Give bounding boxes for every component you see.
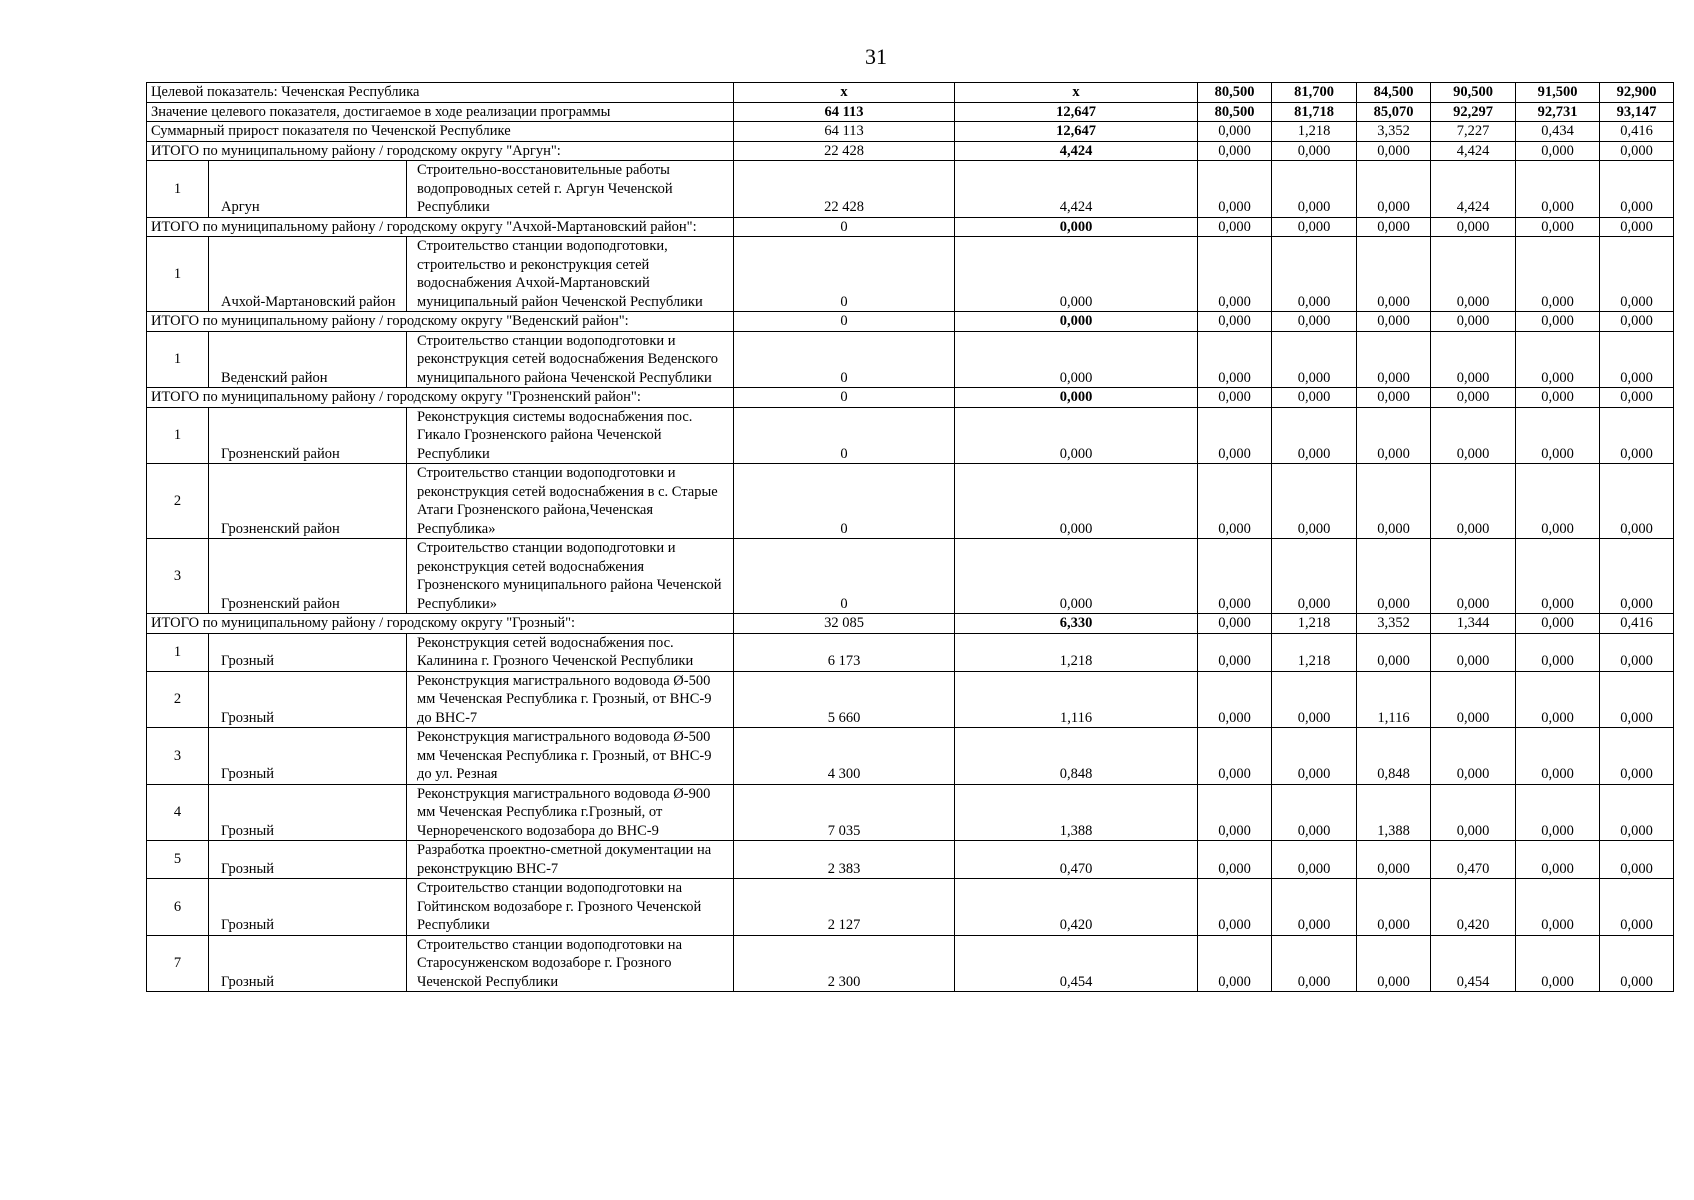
year-value-cell: 0,000 bbox=[1516, 312, 1600, 332]
year-value-cell: 0,000 bbox=[1357, 388, 1431, 408]
year-value-cell: 0,454 bbox=[1431, 935, 1516, 992]
value-cell: 1,116 bbox=[955, 671, 1198, 728]
year-value-cell: 1,388 bbox=[1357, 784, 1431, 841]
summary-row bbox=[147, 122, 1674, 142]
value-cell: 0 bbox=[734, 312, 955, 332]
year-value-cell: 0,000 bbox=[1516, 237, 1600, 312]
year-value-cell: 0,000 bbox=[1431, 464, 1516, 539]
indicator-table bbox=[146, 82, 1674, 992]
row-number: 1 bbox=[147, 237, 209, 312]
year-value-cell: 0,000 bbox=[1198, 784, 1272, 841]
value-cell: 0,470 bbox=[955, 841, 1198, 879]
value-cell: 1,388 bbox=[955, 784, 1198, 841]
value-cell: 6,330 bbox=[955, 614, 1198, 634]
value-cell: 0,420 bbox=[955, 879, 1198, 936]
project-row bbox=[147, 331, 1674, 388]
year-value-cell: 93,147 bbox=[1600, 102, 1674, 122]
district-total-row bbox=[147, 217, 1674, 237]
row-number: 5 bbox=[147, 841, 209, 879]
year-value-cell: 0,000 bbox=[1516, 331, 1600, 388]
value-cell: 0,000 bbox=[955, 539, 1198, 614]
municipality-cell: Грозный bbox=[209, 879, 407, 936]
year-value-cell: 0,000 bbox=[1198, 728, 1272, 785]
value-cell: 0 bbox=[734, 331, 955, 388]
year-value-cell: 0,000 bbox=[1431, 728, 1516, 785]
value-cell: 4,424 bbox=[955, 161, 1198, 218]
year-value-cell: 85,070 bbox=[1357, 102, 1431, 122]
year-value-cell: 1,218 bbox=[1272, 633, 1357, 671]
year-value-cell: 91,500 bbox=[1516, 83, 1600, 103]
year-value-cell: 0,416 bbox=[1600, 122, 1674, 142]
project-row bbox=[147, 237, 1674, 312]
year-value-cell: 81,718 bbox=[1272, 102, 1357, 122]
year-value-cell: 0,000 bbox=[1357, 633, 1431, 671]
value-cell: 0 bbox=[734, 407, 955, 464]
project-description: Реконструкция магистрального водовода Ø-900 мм Чеченская Республика г.Грозный, от Чернореченского водозабора до ВНС-9 bbox=[407, 784, 734, 841]
year-value-cell: 0,000 bbox=[1516, 614, 1600, 634]
year-value-cell: 0,000 bbox=[1516, 539, 1600, 614]
year-value-cell: 0,000 bbox=[1198, 633, 1272, 671]
project-row bbox=[147, 161, 1674, 218]
year-value-cell: 0,000 bbox=[1198, 312, 1272, 332]
district-total-row bbox=[147, 388, 1674, 408]
year-value-cell: 0,000 bbox=[1198, 141, 1272, 161]
value-cell: 0,000 bbox=[955, 464, 1198, 539]
district-total-label: ИТОГО по муниципальному району / городскому округу "Веденский район": bbox=[147, 312, 734, 332]
year-value-cell: 92,297 bbox=[1431, 102, 1516, 122]
year-value-cell: 0,000 bbox=[1600, 935, 1674, 992]
year-value-cell: 0,000 bbox=[1272, 671, 1357, 728]
year-value-cell: 0,000 bbox=[1600, 331, 1674, 388]
value-cell: х bbox=[955, 83, 1198, 103]
year-value-cell: 0,000 bbox=[1272, 217, 1357, 237]
year-value-cell: 1,218 bbox=[1272, 614, 1357, 634]
project-description: Разработка проектно-сметной документации на реконструкцию ВНС-7 bbox=[407, 841, 734, 879]
year-value-cell: 0,000 bbox=[1272, 237, 1357, 312]
municipality-cell: Грозный bbox=[209, 728, 407, 785]
municipality-cell: Грозный bbox=[209, 671, 407, 728]
value-cell: 2 383 bbox=[734, 841, 955, 879]
year-value-cell: 0,000 bbox=[1600, 217, 1674, 237]
municipality-cell: Веденский район bbox=[209, 331, 407, 388]
year-value-cell: 0,000 bbox=[1272, 841, 1357, 879]
year-value-cell: 0,000 bbox=[1516, 728, 1600, 785]
value-cell: 0 bbox=[734, 539, 955, 614]
year-value-cell: 0,470 bbox=[1431, 841, 1516, 879]
project-row bbox=[147, 539, 1674, 614]
year-value-cell: 0,000 bbox=[1357, 464, 1431, 539]
year-value-cell: 0,000 bbox=[1516, 671, 1600, 728]
year-value-cell: 0,000 bbox=[1272, 141, 1357, 161]
project-description: Строительство станции водоподготовки и реконструкция сетей водоснабжения Веденского муниципального района Чеченской Республики bbox=[407, 331, 734, 388]
year-value-cell: 0,000 bbox=[1272, 935, 1357, 992]
project-row bbox=[147, 671, 1674, 728]
value-cell: 64 113 bbox=[734, 122, 955, 142]
value-cell: 2 127 bbox=[734, 879, 955, 936]
year-value-cell: 0,000 bbox=[1600, 141, 1674, 161]
row-label: Целевой показатель: Чеченская Республика bbox=[147, 83, 734, 103]
value-cell: 0,000 bbox=[955, 237, 1198, 312]
year-value-cell: 0,000 bbox=[1600, 728, 1674, 785]
year-value-cell: 0,000 bbox=[1600, 237, 1674, 312]
year-value-cell: 0,000 bbox=[1516, 879, 1600, 936]
value-cell: 22 428 bbox=[734, 141, 955, 161]
value-cell: 4 300 bbox=[734, 728, 955, 785]
year-value-cell: 3,352 bbox=[1357, 122, 1431, 142]
year-value-cell: 0,000 bbox=[1357, 141, 1431, 161]
row-label: Значение целевого показателя, достигаемое в ходе реализации программы bbox=[147, 102, 734, 122]
municipality-cell: Аргун bbox=[209, 161, 407, 218]
project-row bbox=[147, 935, 1674, 992]
year-value-cell: 0,000 bbox=[1516, 161, 1600, 218]
year-value-cell: 0,000 bbox=[1272, 388, 1357, 408]
municipality-cell: Грозный bbox=[209, 784, 407, 841]
year-value-cell: 0,000 bbox=[1600, 671, 1674, 728]
year-value-cell: 0,000 bbox=[1357, 841, 1431, 879]
year-value-cell: 1,116 bbox=[1357, 671, 1431, 728]
year-value-cell: 0,000 bbox=[1516, 633, 1600, 671]
year-value-cell: 0,000 bbox=[1357, 935, 1431, 992]
district-total-label: ИТОГО по муниципальному району / городскому округу "Грозный": bbox=[147, 614, 734, 634]
year-value-cell: 0,000 bbox=[1600, 879, 1674, 936]
page-number: 31 bbox=[865, 44, 887, 69]
year-value-cell: 0,000 bbox=[1600, 407, 1674, 464]
year-value-cell: 84,500 bbox=[1357, 83, 1431, 103]
year-value-cell: 0,000 bbox=[1431, 312, 1516, 332]
year-value-cell: 0,000 bbox=[1198, 879, 1272, 936]
year-value-cell: 0,000 bbox=[1431, 388, 1516, 408]
year-value-cell: 0,000 bbox=[1272, 331, 1357, 388]
value-cell: 6 173 bbox=[734, 633, 955, 671]
year-value-cell: 0,000 bbox=[1516, 388, 1600, 408]
value-cell: 7 035 bbox=[734, 784, 955, 841]
row-label: Суммарный прирост показателя по Чеченской Республике bbox=[147, 122, 734, 142]
project-description: Реконструкция сетей водоснабжения пос. Калинина г. Грозного Чеченской Республики bbox=[407, 633, 734, 671]
district-total-label: ИТОГО по муниципальному району / городскому округу "Ачхой-Мартановский район": bbox=[147, 217, 734, 237]
year-value-cell: 80,500 bbox=[1198, 102, 1272, 122]
value-cell: 64 113 bbox=[734, 102, 955, 122]
year-value-cell: 0,000 bbox=[1600, 388, 1674, 408]
year-value-cell: 0,000 bbox=[1198, 161, 1272, 218]
year-value-cell: 0,000 bbox=[1198, 388, 1272, 408]
year-value-cell: 7,227 bbox=[1431, 122, 1516, 142]
value-cell: 0 bbox=[734, 388, 955, 408]
summary-row bbox=[147, 102, 1674, 122]
row-number: 4 bbox=[147, 784, 209, 841]
year-value-cell: 0,000 bbox=[1600, 633, 1674, 671]
summary-row bbox=[147, 83, 1674, 103]
year-value-cell: 0,000 bbox=[1198, 331, 1272, 388]
year-value-cell: 0,000 bbox=[1600, 312, 1674, 332]
value-cell: 2 300 bbox=[734, 935, 955, 992]
row-number: 1 bbox=[147, 161, 209, 218]
project-row bbox=[147, 728, 1674, 785]
year-value-cell: 4,424 bbox=[1431, 141, 1516, 161]
year-value-cell: 3,352 bbox=[1357, 614, 1431, 634]
year-value-cell: 1,344 bbox=[1431, 614, 1516, 634]
year-value-cell: 0,000 bbox=[1198, 122, 1272, 142]
project-description: Строительство станции водоподготовки на Гойтинском водозаборе г. Грозного Чеченской Республики bbox=[407, 879, 734, 936]
project-description: Строительство станции водоподготовки и реконструкция сетей водоснабжения в с. Старые Атаги Грозненского района,Чеченская Республика» bbox=[407, 464, 734, 539]
row-number: 1 bbox=[147, 407, 209, 464]
year-value-cell: 0,000 bbox=[1357, 161, 1431, 218]
year-value-cell: 0,000 bbox=[1357, 237, 1431, 312]
municipality-cell: Ачхой-Мартановский район bbox=[209, 237, 407, 312]
year-value-cell: 0,000 bbox=[1198, 614, 1272, 634]
year-value-cell: 0,000 bbox=[1198, 237, 1272, 312]
year-value-cell: 0,420 bbox=[1431, 879, 1516, 936]
value-cell: 0 bbox=[734, 464, 955, 539]
year-value-cell: 92,900 bbox=[1600, 83, 1674, 103]
project-description: Строительство станции водоподготовки, строительство и реконструкция сетей водоснабжения Ачхой-Мартановский муниципальный район Чеченской Республики bbox=[407, 237, 734, 312]
district-total-row bbox=[147, 312, 1674, 332]
year-value-cell: 0,000 bbox=[1516, 841, 1600, 879]
year-value-cell: 0,000 bbox=[1431, 784, 1516, 841]
year-value-cell: 0,000 bbox=[1272, 879, 1357, 936]
year-value-cell: 0,000 bbox=[1198, 935, 1272, 992]
project-description: Реконструкция магистрального водовода Ø-500 мм Чеченская Республика г. Грозный, от ВНС-9 до ул. Резная bbox=[407, 728, 734, 785]
year-value-cell: 0,000 bbox=[1198, 671, 1272, 728]
row-number: 2 bbox=[147, 671, 209, 728]
year-value-cell: 0,000 bbox=[1431, 237, 1516, 312]
municipality-cell: Грозненский район bbox=[209, 407, 407, 464]
year-value-cell: 0,000 bbox=[1357, 407, 1431, 464]
project-description: Строительство станции водоподготовки и реконструкция сетей водоснабжения Грозненского муниципального района Чеченской Республики» bbox=[407, 539, 734, 614]
project-row bbox=[147, 633, 1674, 671]
year-value-cell: 4,424 bbox=[1431, 161, 1516, 218]
year-value-cell: 0,000 bbox=[1431, 217, 1516, 237]
value-cell: 12,647 bbox=[955, 102, 1198, 122]
row-number: 7 bbox=[147, 935, 209, 992]
project-description: Строительно-восстановительные работы водопроводных сетей г. Аргун Чеченской Республики bbox=[407, 161, 734, 218]
year-value-cell: 0,000 bbox=[1272, 161, 1357, 218]
year-value-cell: 0,000 bbox=[1431, 671, 1516, 728]
project-row bbox=[147, 464, 1674, 539]
project-row bbox=[147, 407, 1674, 464]
district-total-row bbox=[147, 614, 1674, 634]
district-total-label: ИТОГО по муниципальному району / городскому округу "Грозненский район": bbox=[147, 388, 734, 408]
value-cell: 1,218 bbox=[955, 633, 1198, 671]
year-value-cell: 0,000 bbox=[1600, 161, 1674, 218]
district-total-row bbox=[147, 141, 1674, 161]
year-value-cell: 0,000 bbox=[1431, 633, 1516, 671]
value-cell: 0 bbox=[734, 217, 955, 237]
year-value-cell: 0,000 bbox=[1431, 331, 1516, 388]
year-value-cell: 0,000 bbox=[1516, 784, 1600, 841]
year-value-cell: 0,000 bbox=[1272, 539, 1357, 614]
value-cell: 0,848 bbox=[955, 728, 1198, 785]
year-value-cell: 0,416 bbox=[1600, 614, 1674, 634]
project-description: Строительство станции водоподготовки на Старосунженском водозаборе г. Грозного Чеченской Республики bbox=[407, 935, 734, 992]
value-cell: 22 428 bbox=[734, 161, 955, 218]
project-description: Реконструкция магистрального водовода Ø-500 мм Чеченская Республика г. Грозный, от ВНС-9 до ВНС-7 bbox=[407, 671, 734, 728]
year-value-cell: 0,000 bbox=[1357, 879, 1431, 936]
year-value-cell: 0,000 bbox=[1431, 539, 1516, 614]
year-value-cell: 0,000 bbox=[1272, 407, 1357, 464]
year-value-cell: 0,000 bbox=[1198, 539, 1272, 614]
year-value-cell: 0,000 bbox=[1198, 464, 1272, 539]
year-value-cell: 0,000 bbox=[1272, 312, 1357, 332]
value-cell: 12,647 bbox=[955, 122, 1198, 142]
year-value-cell: 0,000 bbox=[1431, 407, 1516, 464]
year-value-cell: 0,000 bbox=[1357, 217, 1431, 237]
year-value-cell: 81,700 bbox=[1272, 83, 1357, 103]
year-value-cell: 0,434 bbox=[1516, 122, 1600, 142]
value-cell: х bbox=[734, 83, 955, 103]
year-value-cell: 0,000 bbox=[1272, 784, 1357, 841]
year-value-cell: 0,000 bbox=[1357, 312, 1431, 332]
year-value-cell: 0,000 bbox=[1272, 464, 1357, 539]
project-row bbox=[147, 784, 1674, 841]
row-number: 1 bbox=[147, 331, 209, 388]
row-number: 6 bbox=[147, 879, 209, 936]
year-value-cell: 0,000 bbox=[1516, 464, 1600, 539]
value-cell: 0,000 bbox=[955, 388, 1198, 408]
value-cell: 0,000 bbox=[955, 407, 1198, 464]
project-row bbox=[147, 879, 1674, 936]
row-number: 3 bbox=[147, 539, 209, 614]
municipality-cell: Грозный bbox=[209, 841, 407, 879]
municipality-cell: Грозненский район bbox=[209, 464, 407, 539]
year-value-cell: 0,000 bbox=[1600, 464, 1674, 539]
value-cell: 4,424 bbox=[955, 141, 1198, 161]
value-cell: 0,000 bbox=[955, 331, 1198, 388]
year-value-cell: 0,000 bbox=[1600, 841, 1674, 879]
year-value-cell: 0,000 bbox=[1516, 217, 1600, 237]
year-value-cell: 0,000 bbox=[1516, 935, 1600, 992]
year-value-cell: 92,731 bbox=[1516, 102, 1600, 122]
year-value-cell: 90,500 bbox=[1431, 83, 1516, 103]
year-value-cell: 1,218 bbox=[1272, 122, 1357, 142]
year-value-cell: 0,000 bbox=[1516, 141, 1600, 161]
year-value-cell: 80,500 bbox=[1198, 83, 1272, 103]
value-cell: 32 085 bbox=[734, 614, 955, 634]
year-value-cell: 0,000 bbox=[1600, 784, 1674, 841]
year-value-cell: 0,000 bbox=[1516, 407, 1600, 464]
value-cell: 0 bbox=[734, 237, 955, 312]
year-value-cell: 0,000 bbox=[1198, 217, 1272, 237]
year-value-cell: 0,000 bbox=[1272, 728, 1357, 785]
value-cell: 0,000 bbox=[955, 312, 1198, 332]
year-value-cell: 0,000 bbox=[1198, 407, 1272, 464]
year-value-cell: 0,000 bbox=[1600, 539, 1674, 614]
year-value-cell: 0,000 bbox=[1357, 539, 1431, 614]
value-cell: 0,454 bbox=[955, 935, 1198, 992]
year-value-cell: 0,848 bbox=[1357, 728, 1431, 785]
municipality-cell: Грозненский район bbox=[209, 539, 407, 614]
district-total-label: ИТОГО по муниципальному району / городскому округу "Аргун": bbox=[147, 141, 734, 161]
year-value-cell: 0,000 bbox=[1357, 331, 1431, 388]
value-cell: 0,000 bbox=[955, 217, 1198, 237]
row-number: 1 bbox=[147, 633, 209, 671]
municipality-cell: Грозный bbox=[209, 935, 407, 992]
row-number: 2 bbox=[147, 464, 209, 539]
project-row bbox=[147, 841, 1674, 879]
row-number: 3 bbox=[147, 728, 209, 785]
project-description: Реконструкция системы водоснабжения пос. Гикало Грозненского района Чеченской Республики bbox=[407, 407, 734, 464]
value-cell: 5 660 bbox=[734, 671, 955, 728]
year-value-cell: 0,000 bbox=[1198, 841, 1272, 879]
municipality-cell: Грозный bbox=[209, 633, 407, 671]
